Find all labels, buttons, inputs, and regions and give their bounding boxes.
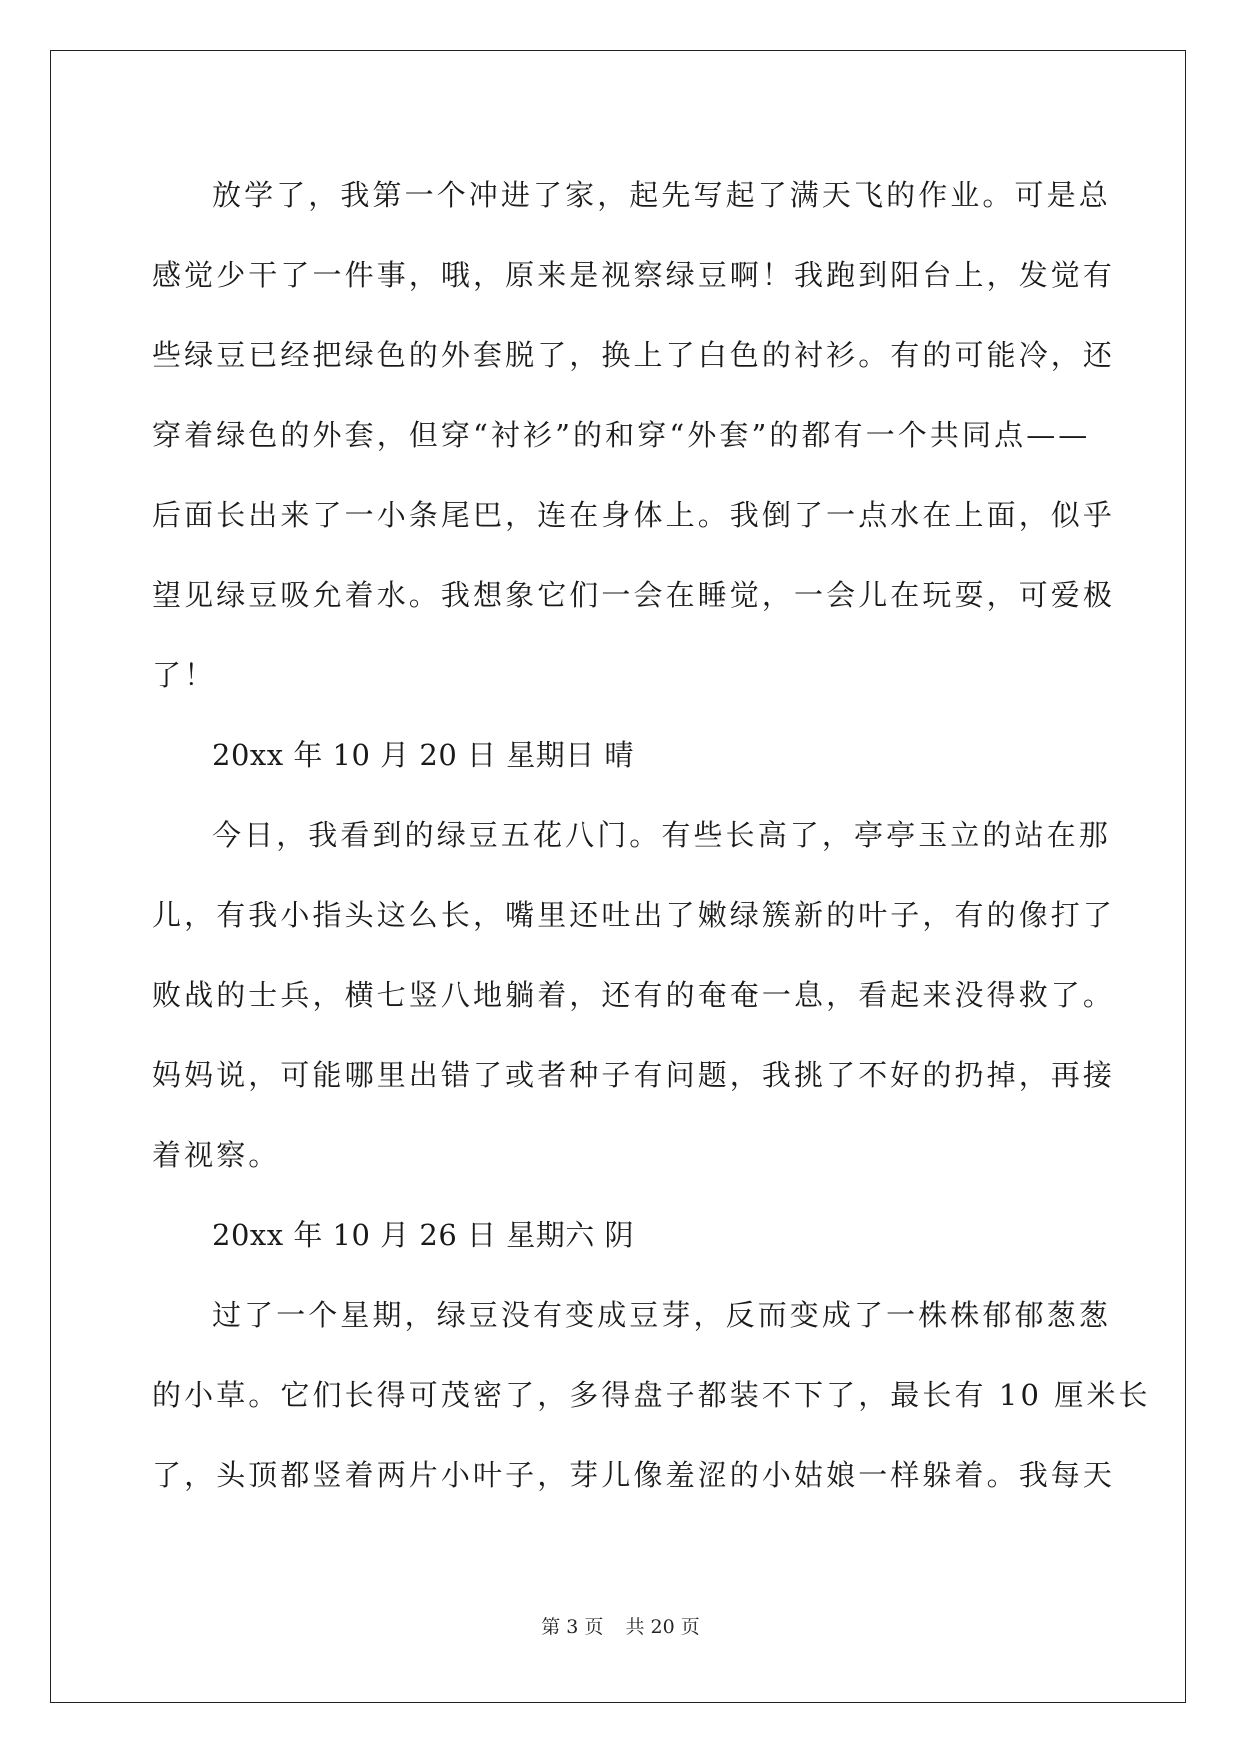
text-line: 了！	[152, 658, 217, 692]
text-line: 后面长出来了一小条尾巴，连在身体上。我倒了一点水在上面，似乎	[152, 498, 1116, 532]
document-body	[152, 164, 1151, 1524]
text-line: 败战的士兵，横七竖八地躺着，还有的奄奄一息，看起来没得救了。	[152, 978, 1116, 1012]
text-line: 过了一个星期，绿豆没有变成豆芽，反而变成了一株株郁郁葱葱	[212, 1298, 1111, 1332]
text-line: 望见绿豆吸允着水。我想象它们一会在睡觉，一会儿在玩耍，可爱极	[152, 578, 1116, 612]
text-line: 穿着绿色的外套，但穿“衬衫”的和穿“外套”的都有一个共同点——	[152, 418, 1091, 452]
text-line: 妈妈说，可能哪里出错了或者种子有问题，我挑了不好的扔掉，再接	[152, 1058, 1116, 1092]
text-line: 的小草。它们长得可茂密了，多得盘子都装不下了，最长有 10 厘米长	[152, 1378, 1151, 1412]
page-total: 共 20 页	[625, 1616, 700, 1638]
page-number: 第 3 页	[541, 1616, 604, 1638]
page-footer	[0, 1612, 1241, 1639]
diary-date-heading: 20xx 年 10 月 20 日 星期日 晴	[212, 738, 634, 772]
text-line: 今日，我看到的绿豆五花八门。有些长高了，亭亭玉立的站在那	[212, 818, 1111, 852]
text-line: 儿，有我小指头这么长，嘴里还吐出了嫩绿簇新的叶子，有的像打了	[152, 898, 1116, 932]
text-line: 些绿豆已经把绿色的外套脱了，换上了白色的衬衫。有的可能冷，还	[152, 338, 1116, 372]
text-line: 感觉少干了一件事，哦，原来是视察绿豆啊！我跑到阳台上，发觉有	[152, 258, 1116, 292]
text-line: 着视察。	[152, 1138, 281, 1172]
text-line: 了，头顶都竖着两片小叶子，芽儿像羞涩的小姑娘一样躲着。我每天	[152, 1458, 1116, 1492]
text-line: 放学了，我第一个冲进了家，起先写起了满天飞的作业。可是总	[212, 178, 1111, 212]
diary-date-heading: 20xx 年 10 月 26 日 星期六 阴	[212, 1218, 634, 1252]
